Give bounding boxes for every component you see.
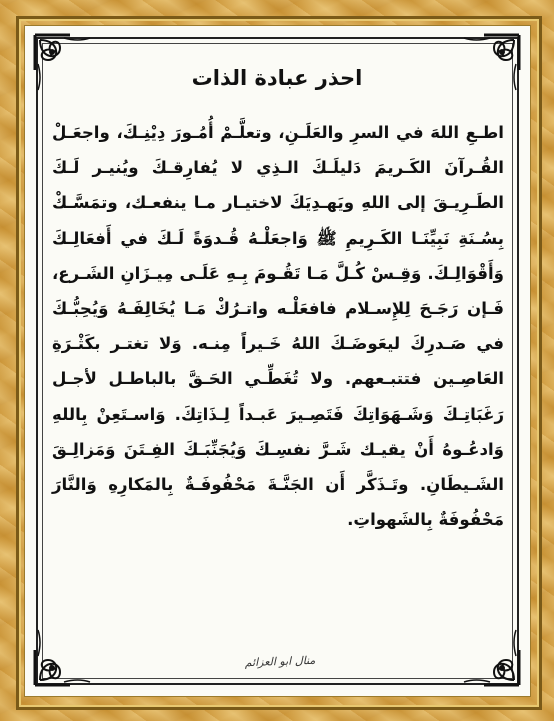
document-title: احذر عبادة الذات xyxy=(191,66,363,90)
corner-ornament-bottom-left-icon xyxy=(30,620,100,690)
corner-ornament-icon xyxy=(454,620,524,690)
corner-ornament-bottom-right-icon xyxy=(454,620,524,690)
document-paragraph: اطـعِ اللهَ في السرِ والعَلَـنِ، وتعلَّـمْ أُمُـورَ دِيْنِـكَ، واجعَـلْ القُـرآنَ الكَـريمَ دَليلَـكَ الـذِي لا يُفارِقـكَ ويُنيـر لَـكَ الطَـرِيـقَ إلى اللهِ ويَهـدِيَكَ لاختيـار مـا ينفعـك، وتمَسَّـكْ بِسُـنَةِ نَبِيِّنَـا الكَـرِيمِ ﷺ وَاجعَلْـهُ قُـدوَةً لَـكَ في أَفعَالِـكَ وَأَقْوَالِـكَ. وَقِـسْ كُـلَّ مَـا تَقُـومَ بِـهِ عَلَـى مِيـزَانِ الشَـرع، فَـإن رَجَـحَ لِلإِسـلام فافعَلْـه واتـرُكْ مَـا يُخَالِفَـهُ وَيُحِبُّـكَ في صَـدرِكَ ليعَوضَـكَ اللهُ خَـيراً مِنـه. وَلا تغتـر بكَثْـرَةِ العَاصِـين فتتبـعهم. ولا تُغَطِّـي الحَـقَّ بالباطـل لأجـل رَغَبَاتِـكَ وَشَـهَوَاتِكَ فَتَصِـيرَ عَبـداً لِـذَاتِكَ. وَاسـتَعِنْ بِاللهِ وَادعُـوهُ أَنْ يقيـك شَـرَّ نفسِـكَ وَيُجَنِّبَـكَ الفِـتَنَ وَمَزالِـقَ الشَـيطَانِ. وتَـذَكَّر أَن الجَنَّـةَ مَحْفُوفَـةٌ بِالمَكارِهِ وَالنَّارَ مَحْفُوفَةٌ بِالشَهواتِ. xyxy=(52,123,504,530)
author-signature: منال ابو العزائم xyxy=(244,653,316,670)
corner-ornament-icon xyxy=(30,620,100,690)
